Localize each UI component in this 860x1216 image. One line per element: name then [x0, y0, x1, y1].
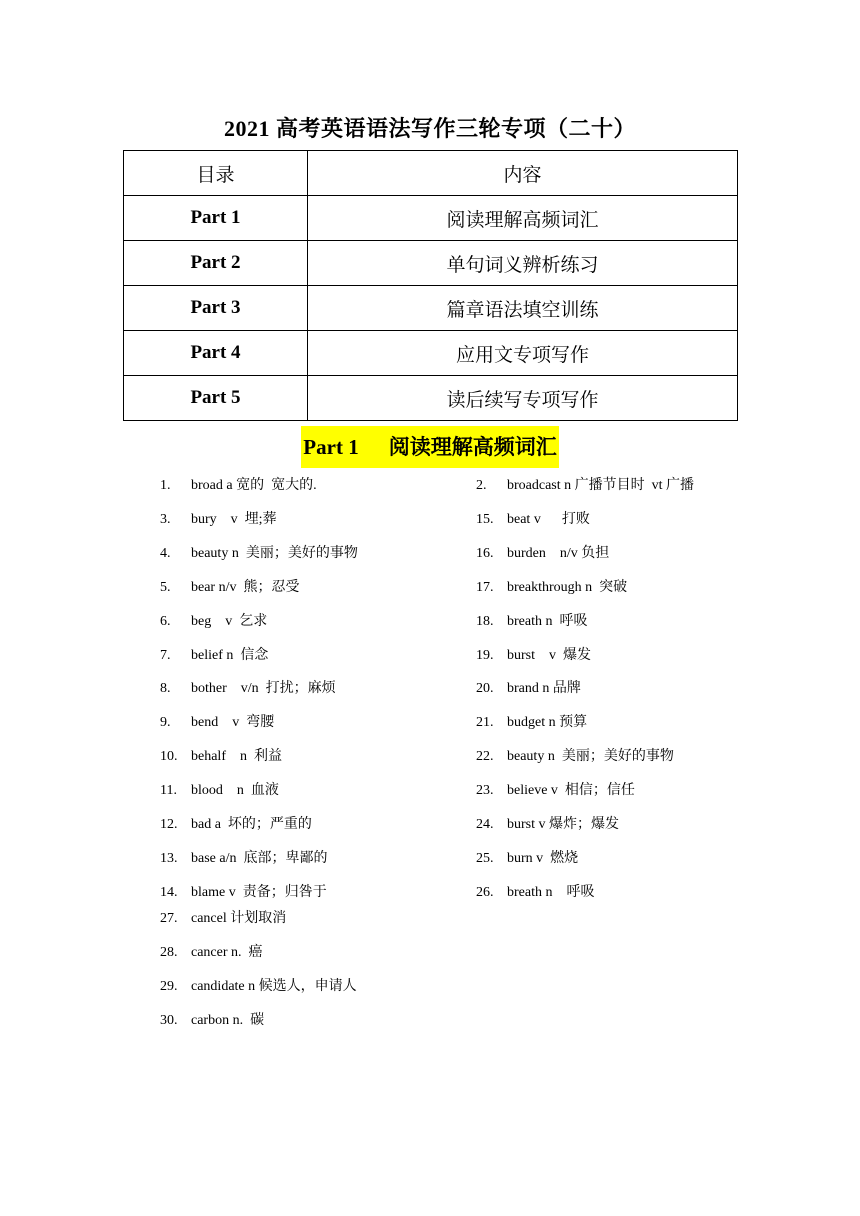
- vocab-item-number: 30.: [160, 1013, 178, 1028]
- vocab-item: [160, 849, 460, 869]
- vocab-item-number: 7.: [160, 647, 171, 663]
- toc-header-catalog: 目录: [124, 151, 308, 196]
- vocab-item-number: 21.: [476, 715, 494, 731]
- vocab-item-text: beat v 打败: [507, 511, 590, 527]
- vocab-item: [160, 943, 460, 963]
- vocab-item-text: breath n 呼吸: [507, 613, 588, 629]
- section-heading-highlight: [301, 426, 558, 468]
- vocab-item-number: 22.: [476, 749, 494, 765]
- vocab-list-right: [476, 476, 776, 916]
- vocab-item-number: 15.: [476, 511, 494, 527]
- vocab-item-number: 28.: [160, 945, 178, 960]
- vocab-item-text: behalf n 利益: [191, 749, 282, 765]
- toc-row: [124, 241, 738, 286]
- vocab-item-text: broad a 宽的 宽大的.: [191, 478, 317, 493]
- toc-part: Part 2: [124, 241, 308, 286]
- vocab-item: [160, 1011, 460, 1031]
- vocab-item-number: 6.: [160, 613, 171, 629]
- vocab-item: [160, 646, 460, 666]
- vocab-item-number: 11.: [160, 783, 177, 799]
- vocab-item-text: blame v 责备；归咎于: [191, 884, 327, 900]
- vocab-item-text: bother v/n 打扰；麻烦: [191, 681, 336, 697]
- vocab-item-number: 3.: [160, 511, 171, 527]
- vocab-item-text: believe v 相信；信任: [507, 783, 635, 799]
- toc-header-content: 内容: [308, 151, 738, 196]
- toc-table: [123, 150, 738, 421]
- vocab-item-text: beg v 乞求: [191, 613, 268, 629]
- vocab-item-text: bury v 埋;葬: [191, 511, 277, 527]
- document-title: 2021 高考英语语法写作三轮专项（二十）: [223, 116, 636, 141]
- section-part-label: Part 1: [303, 435, 359, 459]
- vocab-item: [476, 612, 776, 632]
- vocab-item-text: blood n 血液: [191, 783, 279, 799]
- vocab-item-text: cancel 计划取消: [191, 911, 287, 926]
- vocab-item-number: 14.: [160, 884, 178, 900]
- vocab-item: [160, 679, 460, 699]
- vocab-item: [160, 510, 460, 530]
- vocab-item-number: 26.: [476, 884, 494, 900]
- vocab-item-text: bad a 坏的；严重的: [191, 817, 312, 832]
- vocab-item-number: 27.: [160, 911, 178, 926]
- vocab-item-text: base a/n 底部；卑鄙的: [191, 850, 328, 866]
- vocab-item: [476, 646, 776, 666]
- vocab-item-text: breakthrough n 突破: [507, 579, 628, 595]
- vocab-list-left: [160, 476, 460, 1036]
- vocab-item: [160, 578, 460, 598]
- vocab-item-text: burden n/v 负担: [507, 545, 610, 561]
- vocab-item-number: 12.: [160, 817, 178, 832]
- vocab-item-number: 25.: [476, 850, 494, 866]
- vocab-item-number: 1.: [160, 478, 171, 493]
- vocab-item-number: 23.: [476, 783, 494, 799]
- vocab-item: [476, 679, 776, 699]
- vocab-item-text: beauty n 美丽；美好的事物: [191, 545, 358, 561]
- vocab-item-text: breath n 呼吸: [507, 884, 595, 900]
- vocab-item-number: 29.: [160, 979, 178, 994]
- vocab-item: [160, 544, 460, 564]
- vocab-item-text: burst v 爆炸；爆发: [507, 817, 619, 832]
- vocab-item-number: 13.: [160, 850, 178, 866]
- vocab-item-number: 24.: [476, 817, 494, 832]
- vocab-item: [160, 612, 460, 632]
- vocab-item-number: 10.: [160, 749, 178, 765]
- vocab-item: [476, 578, 776, 598]
- toc-part: Part 3: [124, 286, 308, 331]
- vocab-item: [476, 544, 776, 564]
- vocab-item-number: 8.: [160, 681, 171, 697]
- vocab-item: [476, 747, 776, 767]
- vocab-item: [160, 781, 460, 801]
- toc-part: Part 1: [124, 196, 308, 241]
- vocab-item: [160, 977, 460, 997]
- vocab-item: [476, 815, 776, 835]
- toc-content: 应用文专项写作: [308, 331, 738, 376]
- vocab-item: [160, 713, 460, 733]
- vocab-item-number: 16.: [476, 545, 494, 561]
- vocab-item: [160, 815, 460, 835]
- toc-row: [124, 331, 738, 376]
- vocab-item-text: broadcast n 广播节目时 vt 广播: [507, 478, 695, 493]
- vocab-item-text: bend v 弯腰: [191, 715, 275, 731]
- vocab-item-text: cancer n. 癌: [191, 945, 263, 960]
- toc-part: Part 5: [124, 376, 308, 421]
- vocab-item: [160, 883, 460, 903]
- vocab-item-number: 5.: [160, 579, 171, 595]
- vocab-item: [476, 476, 776, 496]
- vocab-item-text: beauty n 美丽；美好的事物: [507, 749, 674, 765]
- toc-row: [124, 376, 738, 421]
- vocab-item-text: candidate n 候选人，申请人: [191, 979, 357, 994]
- vocab-item-text: carbon n. 碳: [191, 1013, 265, 1028]
- toc-content: 单句词义辨析练习: [308, 241, 738, 286]
- vocab-item: [160, 909, 460, 929]
- vocab-item: [160, 476, 460, 496]
- vocab-item-number: 2.: [476, 478, 487, 493]
- vocab-item: [476, 713, 776, 733]
- toc-content: 篇章语法填空训练: [308, 286, 738, 331]
- vocab-item-number: 18.: [476, 613, 494, 629]
- vocab-item-text: bear n/v 熊；忍受: [191, 579, 300, 595]
- vocab-item: [476, 781, 776, 801]
- section-heading: [0, 426, 860, 468]
- vocab-item-number: 19.: [476, 647, 494, 663]
- toc-part: Part 4: [124, 331, 308, 376]
- vocab-item-number: 20.: [476, 681, 494, 697]
- vocab-item: [160, 747, 460, 767]
- vocab-item-text: budget n 预算: [507, 715, 588, 731]
- vocab-item-text: burn v 燃烧: [507, 850, 579, 866]
- vocab-item-text: brand n 品牌: [507, 681, 581, 697]
- toc-row: [124, 196, 738, 241]
- vocab-item: [476, 849, 776, 869]
- vocab-item-number: 17.: [476, 579, 494, 595]
- vocab-item-number: 9.: [160, 715, 171, 731]
- vocab-item: [476, 883, 776, 903]
- toc-content: 读后续写专项写作: [308, 376, 738, 421]
- toc-row: [124, 286, 738, 331]
- vocab-item-text: burst v 爆发: [507, 647, 591, 663]
- toc-content: 阅读理解高频词汇: [308, 196, 738, 241]
- vocab-item-number: 4.: [160, 545, 171, 561]
- toc-header-row: [124, 151, 738, 196]
- vocab-item-text: belief n 信念: [191, 647, 269, 663]
- vocab-item: [476, 510, 776, 530]
- section-title: 阅读理解高频词汇: [388, 435, 557, 459]
